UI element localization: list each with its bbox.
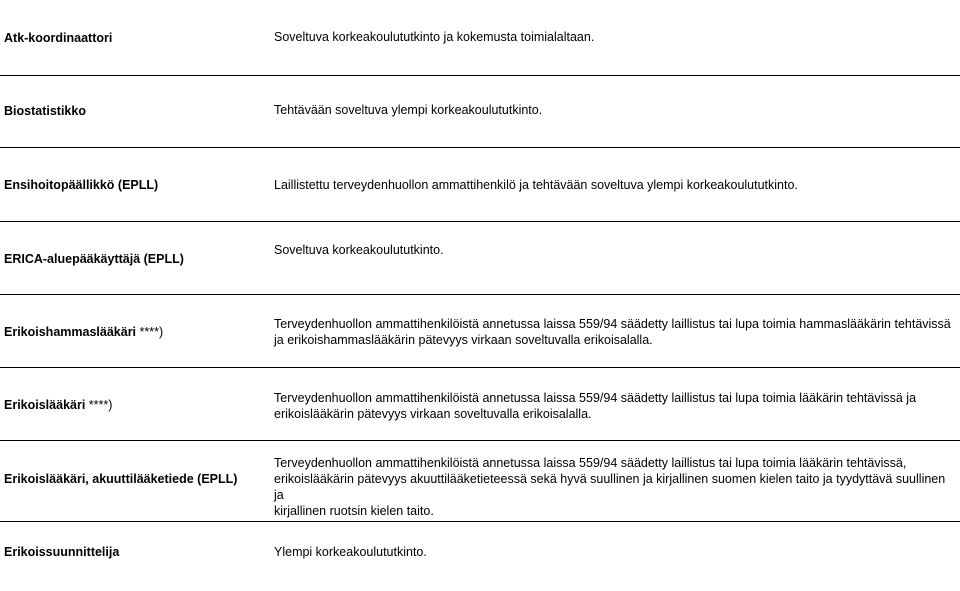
- position-title: Atk-koordinaattori: [4, 31, 113, 45]
- requirement-line: Soveltuva korkeakoulututkinto ja kokemusta toimialaltaan.: [274, 30, 595, 44]
- position-title: Erikoislääkäri ****): [4, 398, 113, 412]
- table-row: [0, 75, 960, 148]
- table-row: [0, 0, 960, 75]
- requirement-line: ja erikoishammaslääkärin pätevyys virkaan soveltuvalla erikoisalalla.: [274, 333, 653, 347]
- requirement-line: Soveltuva korkeakoulututkinto.: [274, 243, 444, 257]
- requirement-line: Ylempi korkeakoulututkinto.: [274, 545, 427, 559]
- position-title: Erikoissuunnittelija: [4, 545, 120, 559]
- qualification-requirement: [274, 455, 958, 519]
- requirement-line: erikoislääkärin pätevyys virkaan soveltuvalla erikoisalalla.: [274, 407, 592, 421]
- requirement-line: Laillistettu terveydenhuollon ammattihenkilö ja tehtävään soveltuva ylempi korkeakoulututkinto.: [274, 178, 798, 192]
- position-title: ERICA-aluepääkäyttäjä (EPLL): [4, 252, 184, 266]
- position-title: Erikoishammaslääkäri ****): [4, 325, 164, 339]
- position-title: Ensihoitopäällikkö (EPLL): [4, 178, 159, 192]
- qualification-requirement: [274, 102, 958, 118]
- position-title: Erikoislääkäri, akuuttilääketiede (EPLL): [4, 472, 238, 486]
- requirement-line: Terveydenhuollon ammattihenkilöistä annetussa laissa 559/94 säädetty laillistus tai lupa toimia lääkärin tehtävissä ja: [274, 391, 917, 405]
- table-row: [0, 294, 960, 368]
- footnote-mark: ****): [85, 398, 113, 412]
- table-row: [0, 221, 960, 295]
- footnote-mark: ****): [136, 325, 164, 339]
- qualification-requirement: [274, 390, 958, 422]
- table-row: [0, 147, 960, 222]
- requirement-line: kirjallinen ruotsin kielen taito.: [274, 504, 434, 518]
- requirement-line: erikoislääkärin pätevyys akuuttilääketieteessä sekä hyvä suullinen ja kirjallinen suomen kielen taito ja tyydyttävä suullinen ja: [274, 472, 946, 502]
- requirement-line: Tehtävään soveltuva ylempi korkeakoulututkinto.: [274, 103, 543, 117]
- qualification-requirement: [274, 544, 958, 560]
- qualification-requirement: [274, 316, 958, 348]
- requirement-line: Terveydenhuollon ammattihenkilöistä annetussa laissa 559/94 säädetty laillistus tai lupa toimia hammaslääkärin tehtävissä: [274, 317, 951, 331]
- table-row: [0, 367, 960, 441]
- position-title: Biostatistikko: [4, 104, 86, 118]
- qualification-requirement: [274, 29, 958, 45]
- table-row: [0, 521, 960, 591]
- requirement-line: Terveydenhuollon ammattihenkilöistä annetussa laissa 559/94 säädetty laillistus tai lupa toimia lääkärin tehtävissä,: [274, 456, 907, 470]
- qualification-requirement: [274, 242, 958, 258]
- table-row: [0, 440, 960, 522]
- qualification-requirement: [274, 177, 958, 193]
